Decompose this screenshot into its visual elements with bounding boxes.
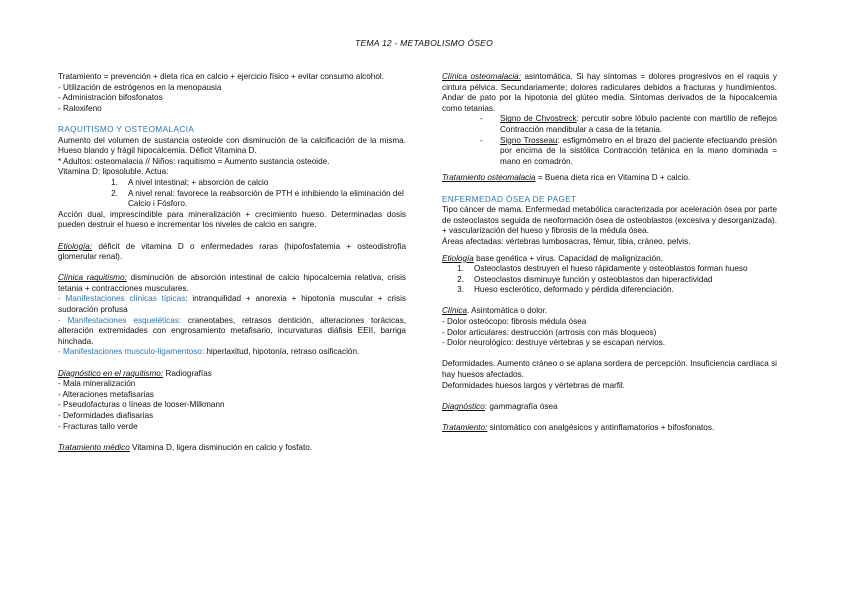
vitamina-d-line: Vitamina D: liposoluble. Actua:	[58, 167, 169, 177]
tratamiento-label: Tratamiento médico	[58, 442, 130, 452]
deformidades-line: Deformidades huesos largos y vértebras de marfil.	[442, 380, 625, 390]
clinica-label: Clínica	[442, 306, 468, 316]
etiologia-label: Etiología	[442, 253, 474, 263]
list-item	[442, 285, 777, 296]
list-text: A nivel renal: favorece la reabsorción de PTH e inhibiendo la eliminación del Calcio i Fósforo.	[128, 188, 404, 209]
clinica-text: . Asintomática o dolor.	[467, 306, 548, 316]
list-bullet: -	[480, 114, 483, 124]
list-item	[442, 114, 777, 135]
list-text: A nivel intestinal; + absorción de calcio	[128, 177, 269, 187]
list-item: - Utilización de estrógenos en la menopausia	[58, 82, 222, 92]
etiologia-paragraph	[58, 242, 406, 263]
manifestaciones-text: : hiperlaxitud, hipotonía, retraso osificación.	[201, 347, 360, 357]
diagnostico-paragraph	[58, 369, 406, 380]
manifestaciones-label: - Manifestaciones musculo-ligamentoso	[58, 347, 202, 357]
sign-label: Signo Trosseau	[500, 135, 558, 145]
clinica-text: disminución de absorción intestinal de calcio hipocalcemia relativa, crisis tetania + contracciones musculares.	[58, 273, 406, 293]
diagnostico-label: Diagnóstico	[442, 401, 485, 411]
list-text	[500, 114, 777, 135]
list-item	[442, 136, 777, 168]
list-item	[442, 275, 777, 286]
tratamiento-medico-paragraph	[58, 443, 406, 454]
tratamiento-osteomalacia-paragraph	[442, 173, 777, 184]
left-column	[58, 72, 406, 453]
tratamiento-label: Tratamiento:	[442, 423, 488, 432]
diagnostico-text: : gammagrafía ósea	[484, 401, 558, 411]
clinica-paragraph	[58, 273, 406, 294]
etiologia-text: base genética + virus. Capacidad de malignización.	[473, 253, 663, 263]
sign-label: Signo de Chvostreck	[500, 114, 577, 124]
list-number: 2.	[457, 274, 464, 284]
manifestaciones-text: craneotabes, retrasos dentición, alteraciones torácicas, alteración extremidades con engrosamiento metafisario, incurvaturas diáfisis EEII, barriga hinchada.	[58, 315, 406, 346]
diagnostico-text: Radiografías	[163, 368, 212, 378]
clinica-osteomalacia-text: asintomática. Si hay síntomas = dolores progresivos en el raquis y cintura pélvica. Secundariamente; dolores radiculares debidos a fracturas y hundimientos. Andar de pato por la hipotonia del glúteo media. Síntomas derivados de la hipocalcemia como tetanias.	[442, 72, 777, 113]
manifestaciones-clinicas	[58, 294, 406, 315]
list-text: Osteoclastos disminuye función y osteoblastos dan hiperactividad	[474, 274, 713, 284]
paget-areas-line: Áreas afectadas: vértebras lumbosacras, fémur, tibia, cráneo, pelvis.	[442, 236, 691, 246]
etiologia-label: Etiología:	[58, 241, 93, 251]
list-item	[58, 178, 406, 189]
tratamiento-paget-paragraph	[442, 423, 777, 434]
manifestaciones-label: - Manifestaciones clínicas típicas	[58, 294, 186, 304]
sign-text: : percutir sobre lóbulo paciente con martillo de reflejos Contracción mandibular a casa de la tetania.	[500, 114, 777, 134]
clinica-paget-paragraph	[442, 306, 777, 317]
diagnostico-label: Diagnóstico en el raquitismo:	[58, 368, 164, 378]
list-item: - Pseudofacturas o líneas de looser-Milkmann	[58, 400, 225, 410]
tratamiento-text: sintomático con analgésicos y antinflamatorios + bifosfonatos.	[487, 423, 715, 432]
manifestaciones-label: - Manifestaciones esqueléticas:	[58, 315, 182, 325]
list-number: 1.	[111, 177, 118, 187]
etiologia-paget-paragraph	[442, 254, 777, 265]
list-item: - Alteraciones metafisarias	[58, 389, 155, 399]
deformidades-paragraph: Deformidades. Aumento cráneo o se aplana sordera de percepción. Insuficiencia cardíaca si hay huesos afectados.	[442, 359, 777, 380]
list-item: - Deformidades diafisarias	[58, 411, 154, 420]
list-item	[58, 189, 406, 210]
list-item: - Mala mineralización	[58, 379, 136, 389]
list-item: - Fracturas tallo verde	[58, 421, 138, 431]
list-text	[500, 136, 777, 168]
tratamiento-text: Vitamina D, ligera disminución en calcio y fosfato.	[129, 442, 313, 452]
etiologia-text: déficit de vitamina D o enfermedades raras (hipofosfatemia + osteodistrofia glomerular renal).	[58, 241, 406, 262]
accion-paragraph: Acción dual, imprescindible para mineralización + crecimiento hueso. Determinadas dosis pueden destruir el hueso e incrementar los niveles de calcio en sangre.	[58, 209, 406, 230]
page-title: TEMA 12 - METABOLISMO ÓSEO	[355, 38, 493, 48]
section-heading-raquitismo: RAQUITISMO Y OSTEOMALACIA	[58, 124, 195, 134]
list-item	[442, 264, 777, 275]
section-heading-paget: ENFERMEDAD ÓSEA DE PAGET	[442, 194, 577, 204]
raquitismo-paragraph: Aumento del volumen de sustancia osteoide con disminución de la calcificación de la misma. Hueso blando y frágil hipocalcemia. Déficit Vitamina D.	[58, 135, 406, 156]
list-number: 2.	[111, 188, 118, 198]
list-item: - Administración bifosfonatos	[58, 93, 163, 103]
adultos-line: * Adultos: osteomalacia // Niños: raquitismo = Aumento sustancia osteoide.	[58, 156, 330, 166]
tratamiento-osteomalacia-label: Tratamiento osteomalacia	[442, 173, 536, 183]
paget-paragraph: Tipo cáncer de mama. Enfermedad metabólica caracterizada por aceleración ósea por parte de osteoclastos seguida de neoformación ósea de osteoblastos (excesiva y desorganizada). + vascularización del hueso y fibrosis de la médula ósea.	[442, 205, 777, 236]
list-number: 1.	[457, 264, 464, 274]
clinica-label: Clínica raquitismo:	[58, 273, 127, 283]
manifestaciones-musculo	[58, 347, 406, 358]
tratamiento-osteomalacia-text: = Buena dieta rica en Vitamina D + calcio.	[535, 173, 691, 183]
right-column	[442, 72, 777, 434]
clinica-osteomalacia-paragraph	[442, 72, 777, 114]
list-item: - Raloxifeno	[58, 103, 102, 113]
sign-text: : esfigmómetro en el brazo del paciente efectuando presión por encima de la sistólica Contracción tetánica en la mano dominada = mano en comadrón.	[500, 135, 777, 166]
list-item: - Dolor articulares: destrucción (artrosis con más bloqueos)	[442, 327, 657, 337]
manifestaciones-esqueleticas	[58, 316, 406, 348]
list-number: 3.	[457, 285, 464, 295]
diagnostico-paget-paragraph	[442, 402, 777, 413]
list-text: Hueso esclerótico, deformado y pérdida diferenciación.	[474, 285, 674, 295]
list-item: - Dolor osteócopo: fibrosis médula ósea	[442, 317, 587, 327]
treatment-paragraph: Tratamiento = prevención + dieta rica en calcio + ejercicio físico + evitar consumo alcohol.	[58, 72, 384, 81]
list-text: Osteoclastos destruyen el hueso rápidamente y osteoblastos forman hueso	[474, 264, 748, 274]
manifestaciones-text: : intranquilidad + anorexia + hipotonía muscular + crisis sudoración profusa	[58, 294, 406, 315]
clinica-osteomalacia-label: Clínica osteomalacia:	[442, 72, 522, 81]
list-item: - Dolor neurológico: destruye vértebras y se escapan nervios.	[442, 338, 665, 348]
list-bullet: -	[480, 135, 483, 145]
